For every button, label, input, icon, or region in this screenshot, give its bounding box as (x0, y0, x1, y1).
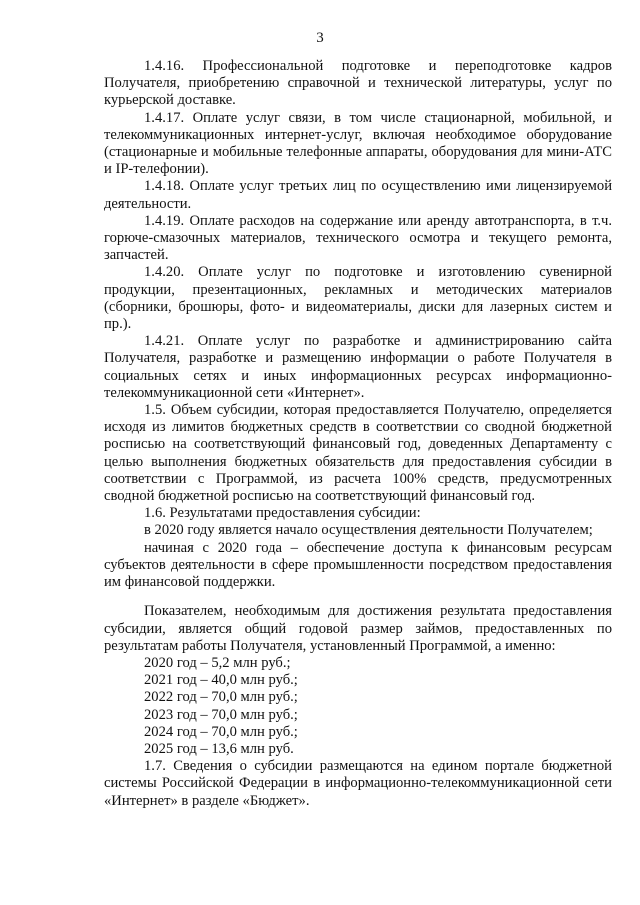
loan-plan-item: 2020 год – 5,2 млн руб.; (144, 654, 291, 671)
paragraph-1-4-16: 1.4.16. Профессиональной подготовке и переподготовке кадров Получателя, приобретению справочной и технической литературы, услуг по курьерской доставке. (104, 58, 612, 109)
paragraph-1-4-19: 1.4.19. Оплате расходов на содержание или аренду автотранспорта, в т.ч. горюче-смазочных материалов, технического осмотра и текущего ремонта, запчастей. (104, 212, 612, 264)
loan-plan-item: 2021 год – 40,0 млн руб.; (144, 672, 298, 689)
paragraph-1-7: 1.7. Сведения о субсидии размещаются на едином портале бюджетной системы Российской Федерации в информационно-телекоммуникационной сети «Интернет» в разделе «Бюджет». (104, 758, 612, 809)
paragraph-1-5: 1.5. Объем субсидии, которая предоставляется Получателю, определяется исходя из лимитов бюджетных средств в соответствии со сводной бюджетной росписью на соответствующий финансовый год, доведенных Департаменту с целью выполнения бюджетных обязательств для предоставления субсидии в соответствии с Программой, из расчета 100% средств, предусмотренных сводной бюджетной росписью на соответствующий финансовый год. (104, 402, 612, 505)
loan-plan-item: 2022 год – 70,0 млн руб.; (144, 689, 298, 706)
paragraph-spacer (104, 591, 612, 603)
page-number: 3 (316, 30, 324, 46)
result-from-2020: начиная с 2020 года – обеспечение доступа к финансовым ресурсам субъектов деятельности в сфере промышленности посредством предоставления им финансовой поддержки. (104, 539, 612, 591)
loan-plan-list (104, 655, 612, 758)
loan-plan-item: 2024 год – 70,0 млн руб.; (144, 723, 298, 740)
paragraph-1-6: 1.6. Результатами предоставления субсидии: (144, 505, 421, 522)
loan-plan-item: 2025 год – 13,6 млн руб. (144, 740, 294, 757)
paragraph-1-4-17: 1.4.17. Оплате услуг связи, в том числе стационарной, мобильной, и телекоммуникационных интернет-услуг, включая необходимое оборудование (стационарные и мобильные телефонные аппараты, оборудования для мини-АТС и IP-телефонии). (104, 109, 612, 178)
paragraph-1-4-18: 1.4.18. Оплате услуг третьих лиц по осуществлению ими лицензируемой деятельности. (104, 178, 612, 212)
paragraph-1-4-20: 1.4.20. Оплате услуг по подготовке и изготовлению сувенирной продукции, презентационных, рекламных и методических материалов (сборники, брошюры, фото- и видеоматериалы, диски для лазерных систем и пр.). (104, 264, 612, 333)
document-body (104, 58, 612, 810)
result-2020: в 2020 году является начало осуществления деятельности Получателем; (144, 522, 593, 539)
loan-plan-item: 2023 год – 70,0 млн руб.; (144, 706, 298, 723)
indicator-paragraph: Показателем, необходимым для достижения результата предоставления субсидии, является общий годовой размер займов, предоставленных по результатам работы Получателя, установленный Программой, а именно: (104, 603, 612, 654)
paragraph-1-4-21: 1.4.21. Оплате услуг по разработке и администрированию сайта Получателя, разработке и размещению информации о работе Получателя в социальных сетях и иных информационных ресурсах информационно-телекоммуникационной сети «Интернет». (104, 333, 612, 401)
